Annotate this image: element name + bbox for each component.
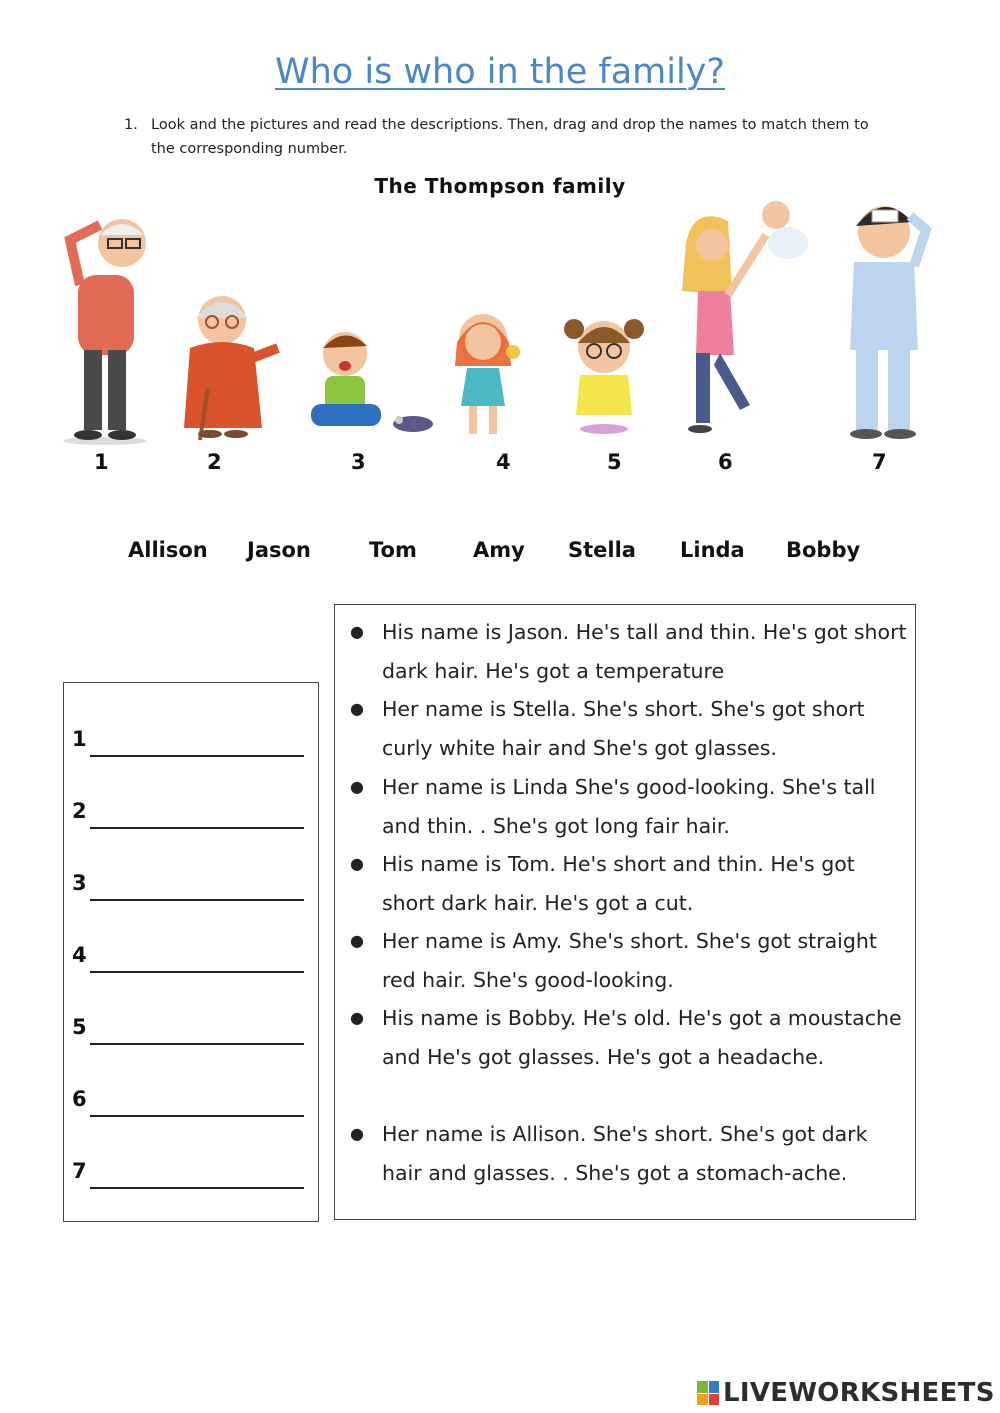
page-title: Who is who in the family? [275,52,725,92]
father-figure [826,190,941,442]
draggable-name-amy[interactable]: Amy [473,538,525,562]
brand-name: LIVEWORKSHEETS [723,1378,995,1408]
description-text: His name is Bobby. He's old. He's got a moustache and He's got glasses. He's got a headache. [382,1006,902,1069]
description-item-2 [350,690,910,767]
answer-number: 6 [72,1087,87,1111]
answer-row-5 [72,1011,304,1047]
answer-row-4 [72,939,304,975]
draggable-name-linda[interactable]: Linda [680,538,745,562]
instruction-number: 1. [124,117,138,133]
answer-number: 4 [72,943,87,967]
answer-slot-2[interactable] [90,795,304,829]
draggable-name-allison[interactable]: Allison [128,538,208,562]
liveworksheets-logo [697,1373,995,1413]
draggable-name-stella[interactable]: Stella [568,538,636,562]
bullet-icon: ● [350,777,364,796]
description-text: Her name is Stella. She's short. She's got short curly white hair and She's got glasses. [382,697,865,760]
bullet-icon: ● [350,854,364,873]
description-text: His name is Jason. He's tall and thin. He's got short dark hair. He's got a temperature [382,620,907,683]
answer-slot-1[interactable] [90,723,304,757]
draggable-name-bobby[interactable]: Bobby [786,538,861,562]
answer-row-6 [72,1083,304,1119]
instruction [124,113,884,161]
figure-number-3: 3 [351,450,366,474]
figure-number-2: 2 [207,450,222,474]
bullet-icon: ● [350,699,364,718]
grandfather-figure [60,205,150,445]
girl-with-glasses-figure [560,305,650,440]
bullet-icon: ● [350,622,364,641]
grandmother-figure [170,288,285,443]
description-item-3 [350,768,910,845]
description-item-1 [350,613,910,690]
bullet-icon: ● [350,1124,364,1143]
answer-slot-3[interactable] [90,867,304,901]
answer-number: 5 [72,1015,87,1039]
figure-number-5: 5 [607,450,622,474]
description-item-6 [350,999,910,1076]
instruction-text: Look and the pictures and read the descriptions. Then, drag and drop the names to match them to the corresponding number. [151,117,869,157]
answer-row-7 [72,1155,304,1191]
answer-number: 3 [72,871,87,895]
answer-slot-4[interactable] [90,939,304,973]
family-subtitle: The Thompson family [374,174,626,198]
draggable-name-tom[interactable]: Tom [369,538,417,562]
bullet-icon: ● [350,1008,364,1027]
answer-slot-7[interactable] [90,1155,304,1189]
answer-number: 2 [72,799,87,823]
answer-box [63,682,319,1222]
description-text: His name is Tom. He's short and thin. He's got short dark hair. He's got a cut. [382,852,855,915]
mother-with-baby-figure [670,195,820,440]
description-text: Her name is Allison. She's short. She's got dark hair and glasses. . She's got a stomach-ache. [382,1122,868,1185]
answer-row-1 [72,723,304,759]
answer-number: 1 [72,727,87,751]
description-item-5 [350,922,910,999]
boy-figure [305,322,435,440]
description-item-4 [350,845,910,922]
bullet-icon: ● [350,931,364,950]
figure-number-6: 6 [718,450,733,474]
description-text: Her name is Linda She's good-looking. She's tall and thin. . She's got long fair hair. [382,775,876,838]
answer-slot-6[interactable] [90,1083,304,1117]
answer-row-3 [72,867,304,903]
answer-number: 7 [72,1159,87,1183]
description-text: Her name is Amy. She's short. She's got straight red hair. She's good-looking. [382,929,877,992]
red-haired-girl-figure [445,306,525,441]
liveworksheets-logo-icon [697,1381,719,1405]
answer-row-2 [72,795,304,831]
figure-number-1: 1 [94,450,109,474]
answer-slot-5[interactable] [90,1011,304,1045]
draggable-name-jason[interactable]: Jason [247,538,311,562]
figure-number-4: 4 [496,450,511,474]
figure-number-7: 7 [872,450,887,474]
description-item-7 [350,1115,910,1192]
